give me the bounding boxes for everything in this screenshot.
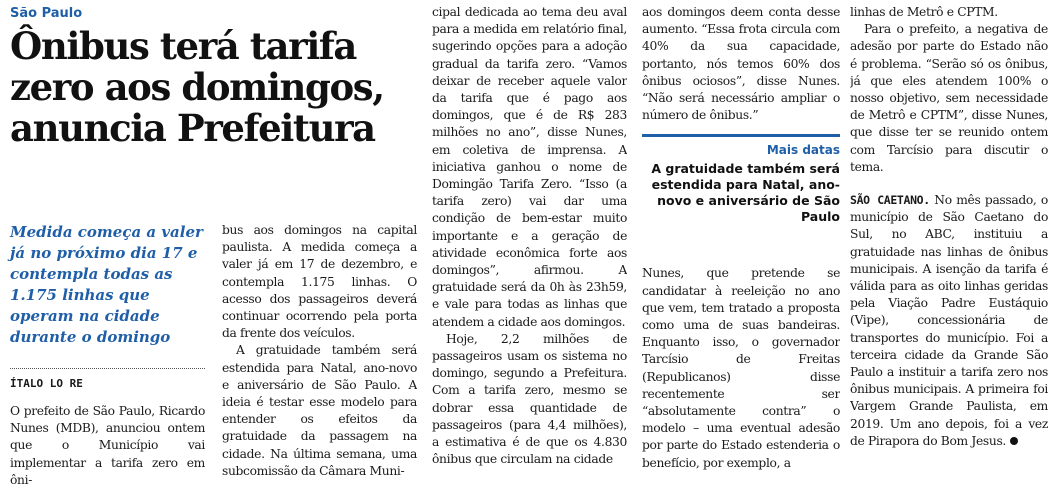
paragraph: Hoje, 2,2 milhões de passageiros usam os sistema no domingo, segundo a Prefeitura. Com a tarifa zero, mesmo se dobrar essa quantidade de passageiros (para 4,4 milhões), a estimativa é de que os 4.830 ônibus que circulam na cidade: [432, 331, 627, 467]
byline: ÍTALO LO RE: [10, 377, 83, 390]
column-1-body: [10, 403, 205, 489]
column-3: [432, 0, 627, 486]
paragraph: A gratuidade também será estendida para Natal, ano-novo e aniversário de São Paulo. A ideia é testar esse modelo para entender os efeitos da gratuidade da passagem na cidade. Na última semana, uma subcomissão da Câmara Muni-: [222, 343, 417, 478]
paragraph-text: No mês passado, o município de São Caetano do Sul, no ABC, instituiu a gratuidade nas linhas de ônibus municipais. A isenção da tarifa é válida para as oito linhas geridas pela Viação Padre Eustáquio (Vipe), concessionária de transportes do município. Foi a terceira cidade da Grande São Paulo a instituir a tarifa zero nos ônibus municipais. A primeira foi Vargem Grande Paulista, em 2019. Um ano depois, foi a vez de Pirapora do Bom Jesus.: [850, 193, 1048, 448]
lead-block: [10, 222, 205, 390]
section-tag: São Paulo: [10, 6, 83, 21]
paragraph: Para o prefeito, a negativa de adesão por parte do Estado não é problema. “Serão só os ônibus, já que eles atendem 100% o nosso objetivo, sem necessidade de Metrô e CPTM”, disse Nunes, que disse ter se reunido ontem com Tarcísio para discutir o tema.: [850, 22, 1048, 174]
column-4-continuation: [642, 265, 840, 471]
sidebar-title: A gratuidade também será estendida para Natal, ano-novo e aniversário de São Paulo: [651, 161, 840, 225]
paragraph: bus aos domingos na capital paulista. A medida começa a valer já em 17 de dezembro, e contempla 1.175 linhas. O acesso dos passageiros deverá continuar ocorrendo pela porta da frente dos veículos.: [222, 223, 417, 341]
lead-text: Medida começa a valer já no próximo dia 17 e contempla todas as 1.175 linhas que operam na cidade durante o domingo: [10, 223, 203, 346]
column-2: [222, 222, 417, 486]
byline-divider: [10, 368, 205, 369]
paragraph: aos domingos deem conta desse aumento. “Essa frota circula com 40% da sua capacidade, portanto, nós temos 60% dos ônibus ociosos”, disse Nunes. “Não será necessário ampliar o número de ônibus.”: [642, 5, 840, 123]
headline: Ônibus terá tarifa zero aos domingos, anuncia Prefeitura: [10, 24, 384, 150]
paragraph: linhas de Metrô e CPTM.: [850, 5, 998, 19]
paragraph: O prefeito de São Paulo, Ricardo Nunes (MDB), anunciou ontem que o Município vai implementar a tarifa zero em ôni-: [10, 404, 205, 487]
paragraph-lead-in: SÃO CAETANO.: [850, 193, 930, 208]
sidebar-box: [642, 134, 840, 225]
column-5: [850, 0, 1048, 486]
sidebar-kicker: Mais datas: [766, 143, 840, 158]
paragraph-sao-caetano: [850, 192, 1048, 450]
paragraph: cipal dedicada ao tema deu aval para a medida em relatório final, sugerindo opções para a adoção gradual da tarifa zero. “Vamos deixar de receber aquele valor da tarifa que é pago aos domingos, que é de R$ 283 milhões no ano”, disse Nunes, em coletiva de imprensa. A iniciativa ganhou o nome de Domingão Tarifa Zero. “Isso (a tarifa zero) vai dar uma condição de bem-estar muito importante e a geração de atividade econômica forte aos domingos”, afirmou. A gratuidade será da 0h às 23h59, e vale para todas as linhas que atendem a cidade aos domingos.: [432, 5, 627, 329]
end-of-article-icon: [1010, 437, 1018, 445]
paragraph: Nunes, que pretende se candidatar à reeleição no ano que vem, tem tratado a proposta como uma de suas bandeiras. Enquanto isso, o governador Tarcísio de Freitas (Republicanos) disse recentemente ser “absolutamente contra” o modelo – uma eventual adesão por parte do Estado estenderia o benefício, por exemplo, a: [642, 266, 840, 470]
column-4: [642, 0, 840, 486]
